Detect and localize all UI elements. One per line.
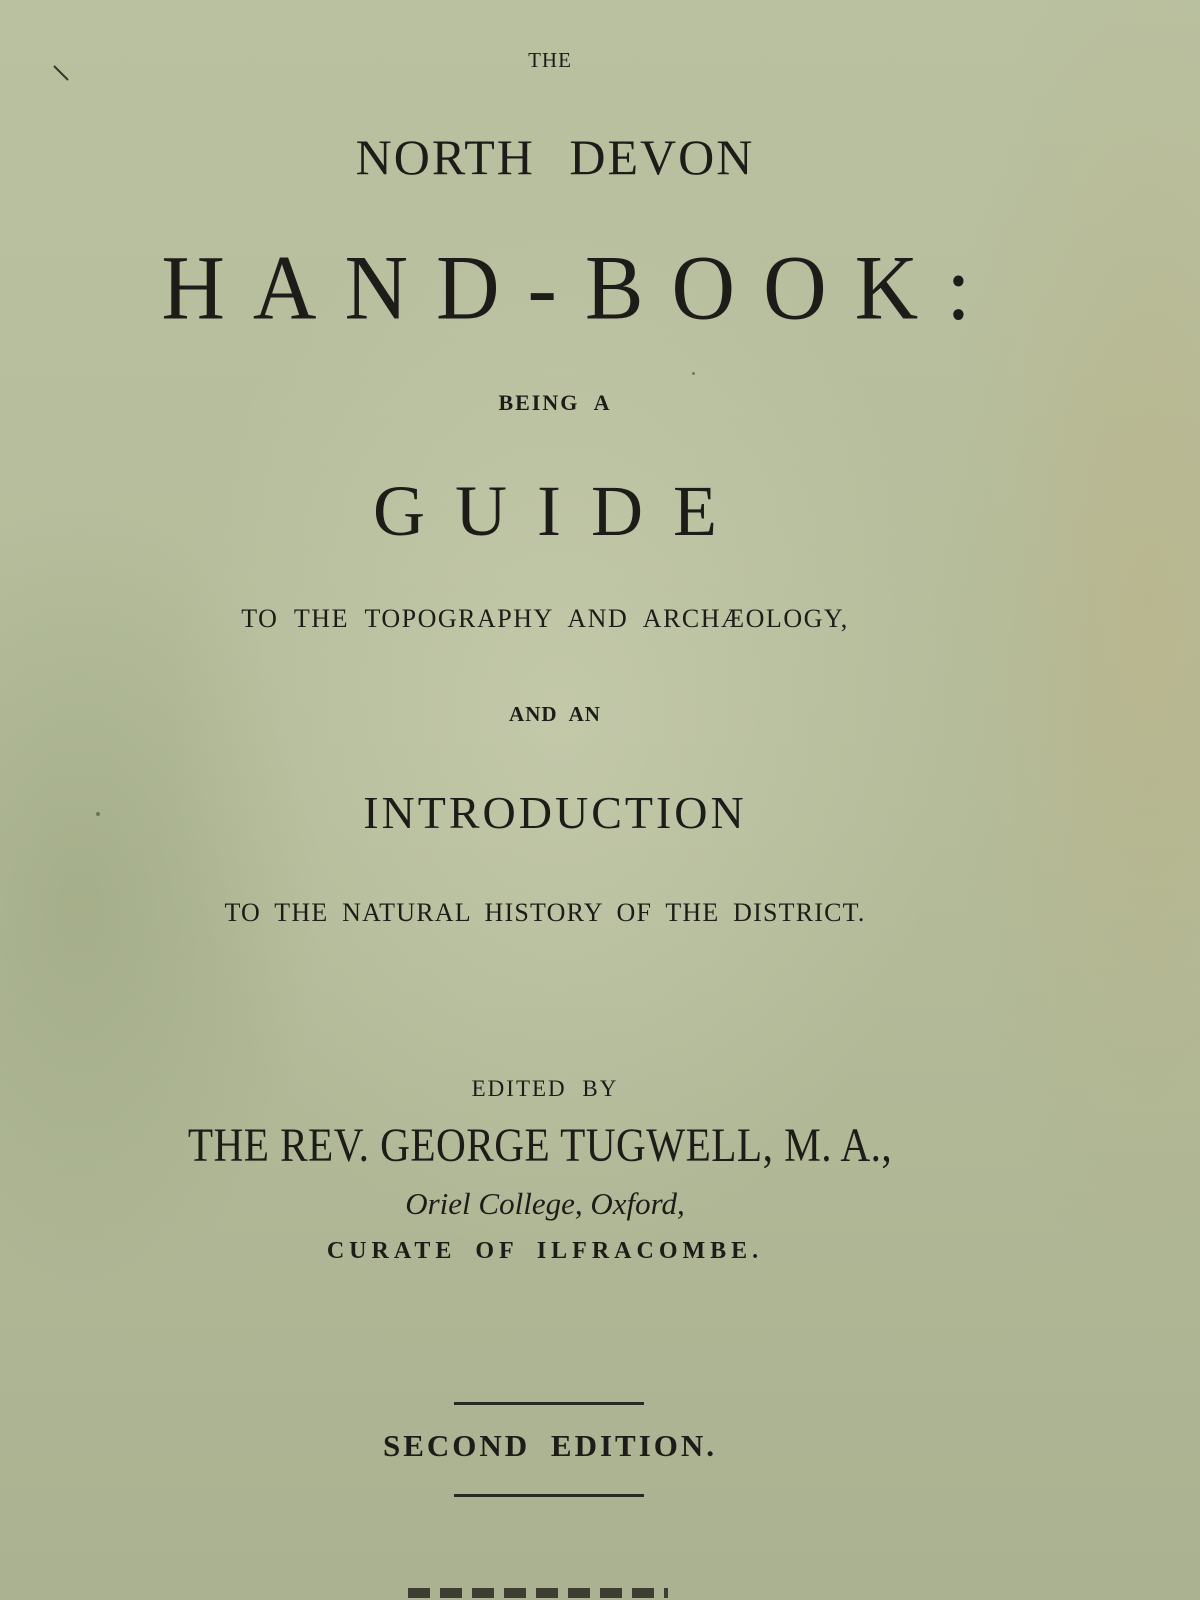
editor-name: THE REV. GEORGE TUGWELL, M. A., — [187, 1119, 893, 1172]
paper-speck — [96, 812, 100, 816]
edited-by-label: EDITED BY — [471, 1076, 619, 1101]
subtitle-guide: GUIDE — [373, 471, 747, 551]
edition-label: SECOND EDITION. — [382, 1428, 718, 1463]
subtitle-being-a: BEING A — [498, 390, 612, 415]
title-region: NORTH DEVON — [355, 129, 755, 185]
title-main: HAND-BOOK: — [161, 237, 999, 340]
editor-college: Oriel College, Oxford, — [405, 1186, 685, 1221]
subtitle-introduction: INTRODUCTION — [363, 787, 747, 838]
editor-curacy: CURATE OF ILFRACOMBE. — [326, 1238, 764, 1264]
paper-mark — [52, 64, 72, 84]
subtitle-natural-history: TO THE NATURAL HISTORY OF THE DISTRICT. — [224, 898, 866, 927]
subtitle-and-an: AND AN — [509, 702, 601, 726]
divider-rule-top — [454, 1402, 644, 1405]
subtitle-topography: TO THE TOPOGRAPHY AND ARCHÆOLOGY, — [241, 604, 849, 633]
cropped-imprint-line — [408, 1586, 668, 1600]
divider-rule-bottom — [454, 1494, 644, 1497]
paper-speck — [692, 372, 695, 375]
title-article: THE — [528, 48, 572, 72]
